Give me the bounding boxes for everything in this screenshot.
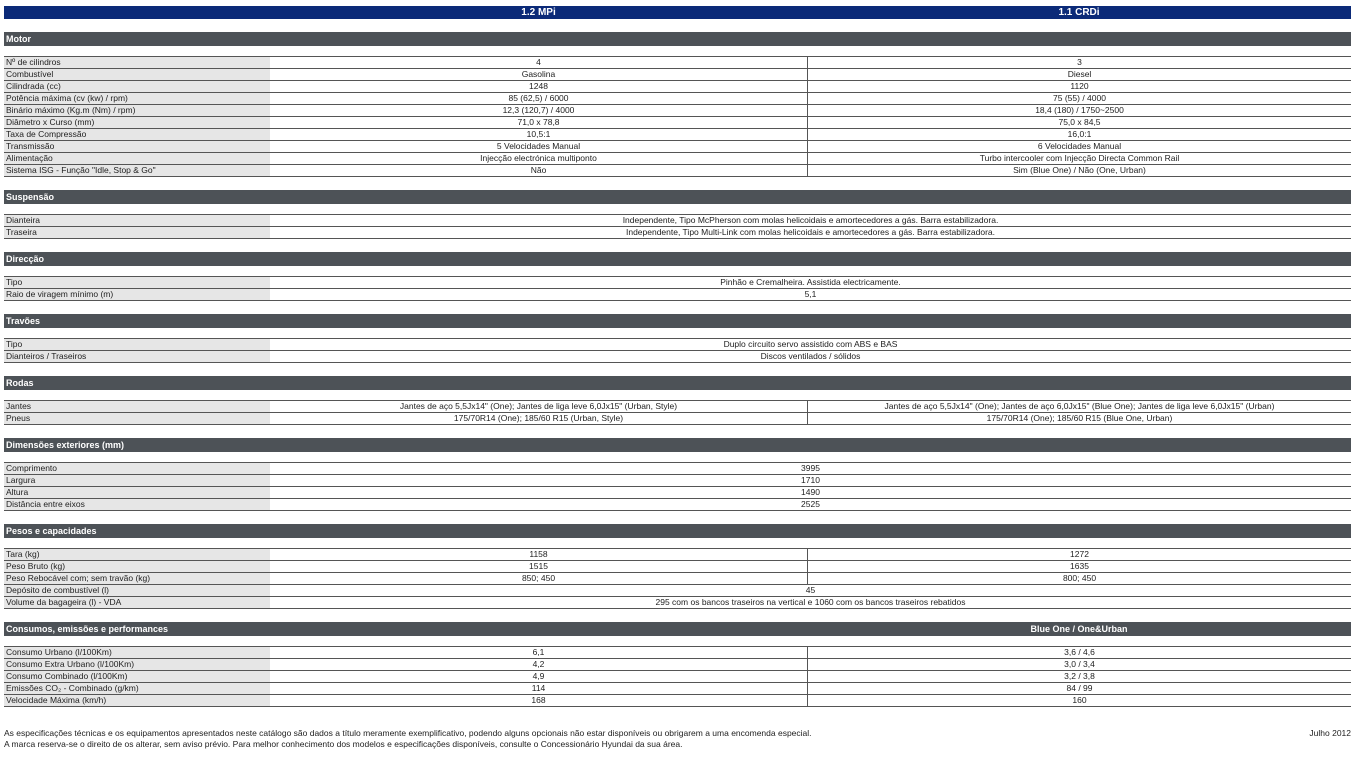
- row-label: Consumo Combinado (l/100Km): [4, 671, 270, 682]
- table-row: [4, 682, 1351, 694]
- row-value-shared: 2525: [801, 499, 820, 509]
- row-value-1-1-crdi: 6 Velocidades Manual: [807, 141, 1351, 152]
- section-rows: [4, 548, 1351, 609]
- row-value-1-1-crdi: 3,0 / 3,4: [807, 659, 1351, 670]
- section-title: Consumos, emissões e performances: [6, 624, 169, 634]
- row-label: Binário máximo (Kg.m (Nm) / rpm): [4, 105, 270, 116]
- row-label: Peso Bruto (kg): [4, 561, 270, 572]
- table-row: [4, 164, 1351, 177]
- table-row: [4, 412, 1351, 425]
- footer-note: [4, 728, 812, 750]
- section-title: Pesos e capacidades: [6, 526, 97, 536]
- table-row: [4, 548, 1351, 560]
- row-value-shared: 1490: [801, 487, 820, 497]
- footer-line-2: A marca reserva-se o direito de os alterar, sem aviso prévio. Para melhor conhecimento dos modelos e especificações disponíveis, consulte o Concessionário Hyundai da sua área.: [4, 739, 683, 749]
- table-row: [4, 584, 1351, 596]
- row-label: Transmissão: [4, 141, 270, 152]
- table-row: [4, 462, 1351, 474]
- row-value-shared: Independente, Tipo Multi-Link com molas helicoidais e amortecedores a gás. Barra estabilizadora.: [625, 227, 995, 237]
- row-value-1-1-crdi: 175/70R14 (One); 185/60 R15 (Blue One, Urban): [807, 413, 1351, 424]
- row-value-1-2-mpi: Não: [530, 165, 547, 175]
- section-spacer: [4, 46, 1351, 56]
- row-label: Combustível: [4, 69, 270, 80]
- row-value-1-2-mpi: 4,2: [532, 659, 545, 669]
- row-value-shared: 45: [805, 585, 816, 595]
- table-row: [4, 104, 1351, 116]
- row-value-1-2-mpi: 10,5:1: [526, 129, 551, 139]
- section-gap: [4, 425, 1351, 438]
- row-value-shared: 3995: [801, 463, 820, 473]
- row-value-1-1-crdi: Diesel: [807, 69, 1351, 80]
- row-value-1-2-mpi: 71,0 x 78,8: [517, 117, 560, 127]
- header-col-1-2-mpi: 1.2 MPi: [521, 7, 556, 18]
- column-header: [4, 6, 1351, 19]
- row-value-1-1-crdi: 84 / 99: [807, 683, 1351, 694]
- section-spacer: [4, 452, 1351, 462]
- row-label: Jantes: [4, 401, 270, 412]
- row-value-1-2-mpi: 5 Velocidades Manual: [496, 141, 581, 151]
- section-title: Suspensão: [6, 192, 55, 202]
- section-title: Direcção: [6, 254, 45, 264]
- section-header: [4, 622, 1351, 636]
- row-value-1-1-crdi: 3,6 / 4,6: [807, 647, 1351, 658]
- row-label: Cilindrada (cc): [4, 81, 270, 92]
- row-label: Traseira: [4, 227, 270, 238]
- section-header: [4, 190, 1351, 204]
- row-label: Dianteira: [4, 215, 270, 226]
- section-spacer: [4, 266, 1351, 276]
- footer-date: Julho 2012: [1309, 728, 1351, 738]
- row-value-1-2-mpi: Injecção electrónica multiponto: [480, 153, 597, 163]
- row-label: Taxa de Compressão: [4, 129, 270, 140]
- row-label: Alimentação: [4, 153, 270, 164]
- row-value-1-1-crdi: 1635: [807, 561, 1351, 572]
- section-spacer: [4, 538, 1351, 548]
- row-value-1-1-crdi: 800; 450: [807, 573, 1351, 584]
- section-header: [4, 252, 1351, 266]
- row-label: Largura: [4, 475, 270, 486]
- section-header: [4, 438, 1351, 452]
- row-label: Peso Rebocável com; sem travão (kg): [4, 573, 270, 584]
- section-gap: [4, 609, 1351, 622]
- section-spacer: [4, 390, 1351, 400]
- row-label: Velocidade Máxima (km/h): [4, 695, 270, 706]
- row-value-1-1-crdi: 3: [807, 57, 1351, 68]
- section-rows: [4, 276, 1351, 301]
- table-row: [4, 560, 1351, 572]
- table-row: [4, 572, 1351, 584]
- row-label: Potência máxima (cv (kw) / rpm): [4, 93, 270, 104]
- section-right-label: Blue One / One&Urban: [1030, 624, 1128, 634]
- section-rows: [4, 400, 1351, 425]
- table-row: [4, 350, 1351, 363]
- row-value-1-1-crdi: 160: [807, 695, 1351, 706]
- row-value-1-2-mpi: 1248: [529, 81, 548, 91]
- section-gap: [4, 363, 1351, 376]
- row-value-1-1-crdi: 18,4 (180) / 1750~2500: [807, 105, 1351, 116]
- table-row: [4, 338, 1351, 350]
- table-row: [4, 140, 1351, 152]
- table-row: [4, 152, 1351, 164]
- table-row: [4, 80, 1351, 92]
- section-rows: [4, 338, 1351, 363]
- row-label: Raio de viragem mínimo (m): [4, 289, 270, 300]
- row-value-1-2-mpi: 850; 450: [521, 573, 556, 583]
- row-label: Diâmetro x Curso (mm): [4, 117, 270, 128]
- row-value-1-1-crdi: 3,2 / 3,8: [807, 671, 1351, 682]
- row-value-1-2-mpi: 114: [531, 683, 546, 693]
- table-row: [4, 400, 1351, 412]
- section-title: Dimensões exteriores (mm): [6, 440, 125, 450]
- row-value-shared: Duplo circuito servo assistido com ABS e BAS: [723, 339, 898, 349]
- table-row: [4, 486, 1351, 498]
- row-label: Nº de cilindros: [4, 57, 270, 68]
- row-value-1-1-crdi: 1120: [807, 81, 1351, 92]
- row-value-1-1-crdi: 75 (55) / 4000: [807, 93, 1351, 104]
- footer-line-1: As especificações técnicas e os equipamentos apresentados neste catálogo são dados a título meramente exemplificativo, podendo alguns opcionais não estar disponíveis ou obrigarem a uma encomenda especial.: [4, 728, 812, 738]
- table-row: [4, 694, 1351, 707]
- table-row: [4, 596, 1351, 609]
- row-label: Dianteiros / Traseiros: [4, 351, 270, 362]
- row-label: Distância entre eixos: [4, 499, 270, 510]
- row-label: Consumo Extra Urbano (l/100Km): [4, 659, 270, 670]
- row-value-1-1-crdi: 16,0:1: [807, 129, 1351, 140]
- row-value-1-2-mpi: 168: [531, 695, 546, 705]
- table-row: [4, 670, 1351, 682]
- row-label: Emissões CO₂ - Combinado (g/km): [4, 683, 270, 694]
- table-row: [4, 498, 1351, 511]
- section-title: Rodas: [6, 378, 34, 388]
- row-value-shared: Discos ventilados / sólidos: [760, 351, 861, 361]
- section-spacer: [4, 328, 1351, 338]
- section-header: [4, 32, 1351, 46]
- section-spacer: [4, 636, 1351, 646]
- table-row: [4, 116, 1351, 128]
- row-value-shared: Pinhão e Cremalheira. Assistida electricamente.: [720, 277, 901, 287]
- table-row: [4, 474, 1351, 486]
- table-row: [4, 226, 1351, 239]
- section-gap: [4, 19, 1351, 32]
- spec-sheet: [4, 6, 1351, 707]
- table-row: [4, 128, 1351, 140]
- section-rows: [4, 56, 1351, 177]
- table-row: [4, 646, 1351, 658]
- sections-container: [4, 19, 1351, 707]
- row-value-1-2-mpi: 4: [536, 57, 541, 67]
- row-label: Altura: [4, 487, 270, 498]
- row-label: Comprimento: [4, 463, 270, 474]
- table-row: [4, 68, 1351, 80]
- row-value-1-2-mpi: 6,1: [532, 647, 545, 657]
- section-gap: [4, 511, 1351, 524]
- section-rows: [4, 462, 1351, 511]
- row-value-1-1-crdi: 75,0 x 84,5: [807, 117, 1351, 128]
- table-row: [4, 658, 1351, 670]
- section-title: Travões: [6, 316, 41, 326]
- row-value-shared: 1710: [801, 475, 820, 485]
- row-value-1-2-mpi: 85 (62,5) / 6000: [508, 93, 569, 103]
- row-label: Sistema ISG - Função "Idle, Stop & Go": [4, 165, 270, 176]
- section-rows: [4, 214, 1351, 239]
- table-row: [4, 92, 1351, 104]
- row-label: Consumo Urbano (l/100Km): [4, 647, 270, 658]
- table-row: [4, 56, 1351, 68]
- row-label: Tara (kg): [4, 549, 270, 560]
- row-value-1-1-crdi: 1272: [807, 549, 1351, 560]
- row-value-1-1-crdi: Turbo intercooler com Injecção Directa Common Rail: [807, 153, 1351, 164]
- section-gap: [4, 239, 1351, 252]
- row-label: Depósito de combustível (l): [4, 585, 270, 596]
- row-value-1-2-mpi: 1158: [529, 549, 548, 559]
- row-value-1-2-mpi: 1515: [529, 561, 548, 571]
- section-title: Motor: [6, 34, 31, 44]
- row-value-1-1-crdi: Sim (Blue One) / Não (One, Urban): [807, 165, 1351, 176]
- section-gap: [4, 177, 1351, 190]
- header-empty: [4, 6, 270, 19]
- row-value-1-2-mpi: Gasolina: [521, 69, 556, 79]
- row-value-shared: 5,1: [804, 289, 817, 299]
- section-spacer: [4, 204, 1351, 214]
- row-value-shared: Independente, Tipo McPherson com molas helicoidais e amortecedores a gás. Barra estabilizadora.: [622, 215, 999, 225]
- table-row: [4, 214, 1351, 226]
- row-label: Volume da bagageira (l) - VDA: [4, 597, 270, 608]
- section-header: [4, 314, 1351, 328]
- row-value-1-2-mpi: 12,3 (120,7) / 4000: [502, 105, 575, 115]
- section-header: [4, 376, 1351, 390]
- row-value-1-2-mpi: Jantes de aço 5,5Jx14" (One); Jantes de liga leve 6,0Jx15" (Urban, Style): [399, 401, 678, 411]
- row-value-shared: 295 com os bancos traseiros na vertical e 1060 com os bancos traseiros rebatidos: [655, 597, 966, 607]
- row-value-1-2-mpi: 175/70R14 (One); 185/60 R15 (Urban, Style): [453, 413, 624, 423]
- row-label: Pneus: [4, 413, 270, 424]
- header-col-1-1-crdi: 1.1 CRDi: [1058, 7, 1100, 18]
- row-label: Tipo: [4, 277, 270, 288]
- section-rows: [4, 646, 1351, 707]
- row-label: Tipo: [4, 339, 270, 350]
- section-header: [4, 524, 1351, 538]
- row-value-1-2-mpi: 4,9: [532, 671, 545, 681]
- table-row: [4, 288, 1351, 301]
- row-value-1-1-crdi: Jantes de aço 5,5Jx14" (One); Jantes de aço 6,0Jx15" (Blue One); Jantes de liga leve 6,0Jx15" (Urban): [807, 401, 1351, 412]
- section-gap: [4, 301, 1351, 314]
- table-row: [4, 276, 1351, 288]
